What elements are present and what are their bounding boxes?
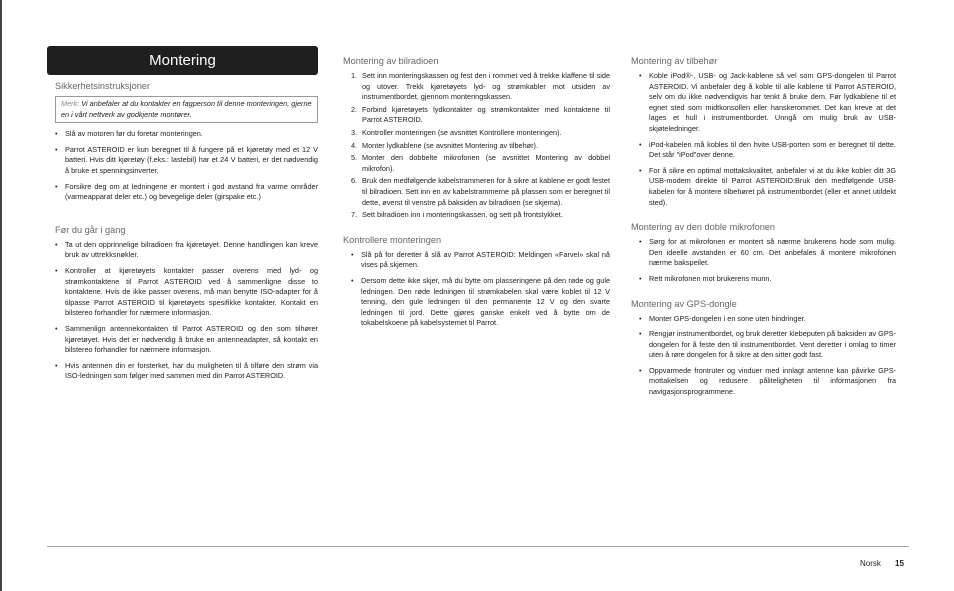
- step-number: 7.: [351, 210, 358, 220]
- check-heading: Kontrollere monteringen: [343, 234, 442, 245]
- list-item: • For å sikre en optimal mottakskvalitet, anbefaler vi at du ikke kobler ditt 3G USB-modem direkte til Parrot ASTEROID:Bruk den medfølgende USB-kabelen for å montere tilbehøret på instrumentbordet (eller et annet utildekt sted).: [639, 166, 896, 208]
- radio-heading: Montering av bilradioen: [343, 56, 439, 66]
- list-item: • Rengjør instrumentbordet, og bruk deretter klebeputen på baksiden av GPS-dongelen for å feste den til instrumentbordet. Vent deretter i omlag to timer uten å røre dongelen for å sikre at den sitter godt fast.: [639, 329, 896, 361]
- step-number: 2.: [351, 104, 358, 114]
- safety-heading: Sikkerhetsinstruksjoner: [55, 81, 150, 91]
- step-number: 3.: [351, 127, 358, 137]
- page-title: Montering: [47, 46, 318, 75]
- list-item: • Oppvarmede frontruter og vinduer med innlagt antenne kan påvirke GPS-mottakelsen og redusere påliteligheten til informasjonen fra navigasjonsprogrammene.: [639, 366, 896, 398]
- list-item: • Forsikre deg om at ledningene er montert i god avstand fra varme områder (varmeapparat deler etc.) og bevegelige deler (girspake etc.): [55, 182, 318, 203]
- column-right: [631, 55, 896, 403]
- list-item: • Rett mikrofonen mot brukerens munn.: [639, 274, 896, 285]
- step-text: Monter lydkablene (se avsnittet Montering av tilbehør).: [362, 140, 539, 150]
- step-item: [343, 141, 610, 152]
- step-number: 6.: [351, 176, 358, 186]
- list-item: • Monter GPS-dongelen i en sone uten hindringer.: [639, 314, 896, 325]
- column-middle: [343, 55, 610, 334]
- gps-heading: Montering av GPS-dongle: [631, 298, 737, 309]
- column-left: [47, 46, 318, 387]
- step-number: 4.: [351, 140, 358, 150]
- step-number: 1.: [351, 71, 358, 80]
- step-text: Bruk den medfølgende kabelstrammeren for å sikre at kablene er godt festet til bilradioen. Sett inn en av kabelstrammerne på plassen som er beregnet til dette, øverst til venstre på baksiden av bilradioen (se skjema).: [362, 176, 610, 207]
- list-item: • Slå på for deretter å slå av Parrot ASTEROID: Meldingen «Farvel» skal nå vises på skjemen.: [351, 250, 610, 271]
- safety-list: [47, 129, 318, 203]
- step-item: [343, 210, 610, 221]
- list-item: • Parrot ASTEROID er kun beregnet til å fungere på et kjøretøy med et 12 V batteri. Hvis ditt kjøretøy (f.eks.: lastebil) har et 24 V batteri, er det nødvendig å bruke et spenningsinverter.: [55, 145, 318, 177]
- step-text: Forbind kjøretøyets lydkontakter og strømkontakter med kontaktene til Parrot ASTEROID.: [362, 104, 610, 125]
- note-text: Vi anbefaler at du kontakter en fagperson til denne monteringen, gjerne en i vårt nettverk av godkjente montører.: [61, 99, 312, 119]
- check-list: [343, 250, 610, 329]
- list-item: • iPod-kabelen må kobles til den hvite USB-porten som er beregnet til dette. Det står "iPod"over denne.: [639, 140, 896, 161]
- step-item: [343, 105, 610, 126]
- list-item: • Sørg for at mikrofonen er montert så nærme brukerens hode som mulig. Den ideelle avstanden er 60 cm. Det anbefales å montere mikrofonen nærme bakspeilet.: [639, 237, 896, 269]
- list-item: • Kontroller at kjøretøyets kontakter passer overens med lyd- og strømkontaktene til Parrot ASTEROID ved å sammenligne disse to kontaktene. Hvis de ikke passer overens, må man benytte ISO-adapter for å tilpasse Parrot ASTEROID til kjøretøyets spesifikke kontakter. Kontakt en bilstereo forhandler for nærmere informasjon.: [55, 266, 318, 319]
- list-item: • Hvis antennen din er forsterket, har du muligheten til å tilføre den strøm via ISO-ledningen som følger med sammen med din Parrot ASTEROID.: [55, 361, 318, 382]
- step-text: Monter den dobbelte mikrofonen (se avsnittet Montering av dobbel mikrofon).: [362, 153, 610, 173]
- gps-list: [631, 314, 896, 398]
- list-item: • Sammenlign antennekontakten til Parrot ASTEROID og den som tilhører kjøretøyet. Hvis det er nødvendig å bruke en antenneadapter, så kontakt en bilstereo forhandler for nærmere informasjon.: [55, 324, 318, 356]
- mic-heading: Montering av den doble mikrofonen: [631, 222, 776, 233]
- list-item: • Ta ut den opprinnelige bilradioen fra kjøretøyet. Denne handlingen kan kreve bruk av uttrekksnøkler.: [55, 240, 318, 261]
- page-edge-rule: [0, 0, 2, 591]
- note-label: Merk:: [61, 99, 80, 108]
- step-text: Sett inn monteringskassen og fest den i rommet ved å trekke klaffene til side og utover. Trekk kjøretøyets lyd- og strømkabler mot utsiden av instrumentbordet, gjennom monteringskassen.: [362, 71, 610, 102]
- step-item: [343, 153, 610, 174]
- before-list: [47, 240, 318, 382]
- step-item: [343, 128, 610, 139]
- radio-steps: [343, 71, 610, 221]
- step-text: Kontroller monteringen (se avsnittet Kontrollere monteringen).: [362, 127, 562, 137]
- step-text: Sett bilradioen inn i monteringskassen, og sett på frontstykket.: [362, 210, 563, 220]
- mic-list: [631, 237, 896, 284]
- step-item: [343, 176, 610, 208]
- list-item: • Koble iPod®-, USB- og Jack-kablene så vel som GPS-dongelen til Parrot ASTEROID. Vi anbefaler deg å koble til alle kablene til Parrot ASTEROID, selv om du ikke nødvendigvis har tenkt å bruke dem. Før lydkablene til et egnet sted som midtkonsollen eller hanskerommet. Det kan kreve at det lages et hull i instrumentbordet. Unngå om mulig bruk av USB-skjøteledninger.: [639, 71, 896, 135]
- note-box: [55, 96, 318, 123]
- accessories-heading: Montering av tilbehør: [631, 56, 718, 66]
- step-item: [343, 71, 610, 103]
- accessories-list: [631, 71, 896, 208]
- list-item: • Dersom dette ikke skjer, må du bytte om plasseringene på den røde og gule ledningen. Den røde ledningen til strømkabelen skal være koblet til 12 V tenning, den gule ledningen til den permanente 12 V og den svarte ledningen til jord. Dette gjøres ganske enkelt ved å bytte om de tokabelskoene på kabelsystemet til Parrot.: [351, 276, 610, 329]
- list-item: • Slå av motoren før du foretar monteringen.: [55, 129, 318, 140]
- page-number: 15: [895, 559, 904, 568]
- before-heading: Før du går i gang: [55, 224, 126, 235]
- step-number: 5.: [351, 153, 358, 163]
- footer-rule: [47, 546, 909, 547]
- footer-language: Norsk: [860, 559, 881, 568]
